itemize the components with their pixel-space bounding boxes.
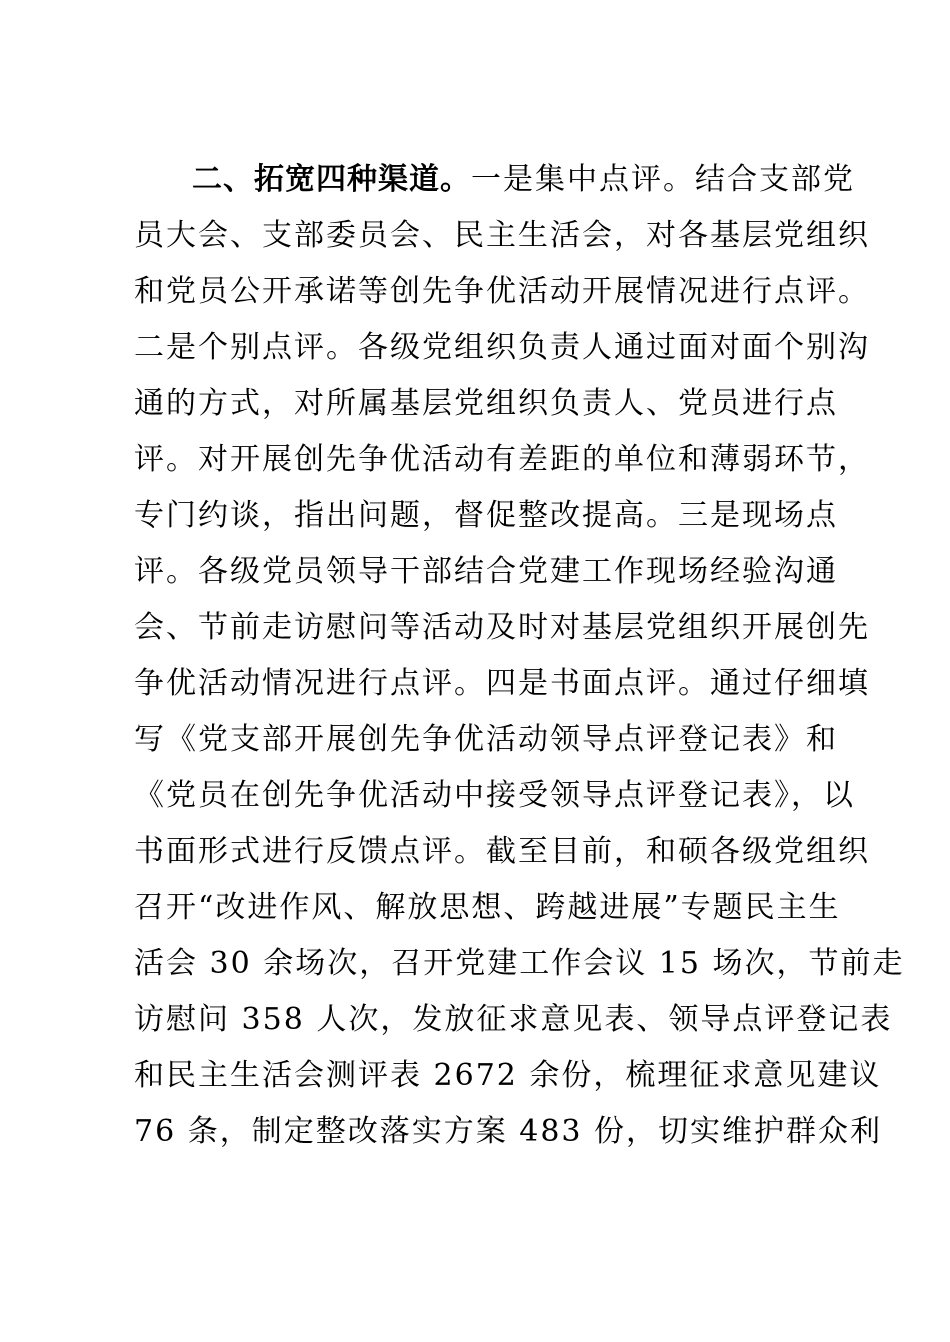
paragraph-line: 《党员在创先争优活动中接受领导点评登记表》，以 (134, 778, 855, 813)
paragraph-line: 活会 30 余场次，召开党建工作会议 15 场次，节前走 (134, 946, 905, 981)
paragraph-line: 会、节前走访慰问等活动及时对基层党组织开展创先 (134, 610, 870, 645)
paragraph-first-line (192, 160, 855, 200)
paragraph-line: 书面形式进行反馈点评。截至目前，和硕各级党组织 (134, 834, 870, 869)
paragraph-line: 二是个别点评。各级党组织负责人通过面对面个别沟 (134, 330, 870, 365)
paragraph-line: 和党员公开承诺等创先争优活动开展情况进行点评。 (134, 274, 870, 309)
paragraph-line: 员大会、支部委员会、民主生活会，对各基层党组织 (134, 218, 870, 253)
paragraph-line: 评。对开展创先争优活动有差距的单位和薄弱环节， (134, 442, 870, 477)
paragraph-line: 写《党支部开展创先争优活动领导点评登记表》和 (134, 722, 838, 757)
paragraph-line: 76 条，制定整改落实方案 483 份，切实维护群众利 (134, 1114, 883, 1149)
paragraph-text: 一是集中点评。结合支部党 (471, 162, 855, 197)
paragraph-line: 通的方式，对所属基层党组织负责人、党员进行点 (134, 386, 838, 421)
paragraph-line: 和民主生活会测评表 2672 余份，梳理征求意见建议 (134, 1058, 882, 1093)
section-heading: 二、拓宽四种渠道。 (192, 162, 471, 197)
paragraph-line: 争优活动情况进行点评。四是书面点评。通过仔细填 (134, 666, 870, 701)
paragraph-line: 访慰问 358 人次，发放征求意见表、领导点评登记表 (134, 1002, 893, 1037)
paragraph-line: 召开“改进作风、解放思想、跨越进展”专题民主生 (134, 890, 841, 925)
paragraph-line: 专门约谈，指出问题，督促整改提高。三是现场点 (134, 498, 838, 533)
paragraph-line: 评。各级党员领导干部结合党建工作现场经验沟通 (134, 554, 838, 589)
